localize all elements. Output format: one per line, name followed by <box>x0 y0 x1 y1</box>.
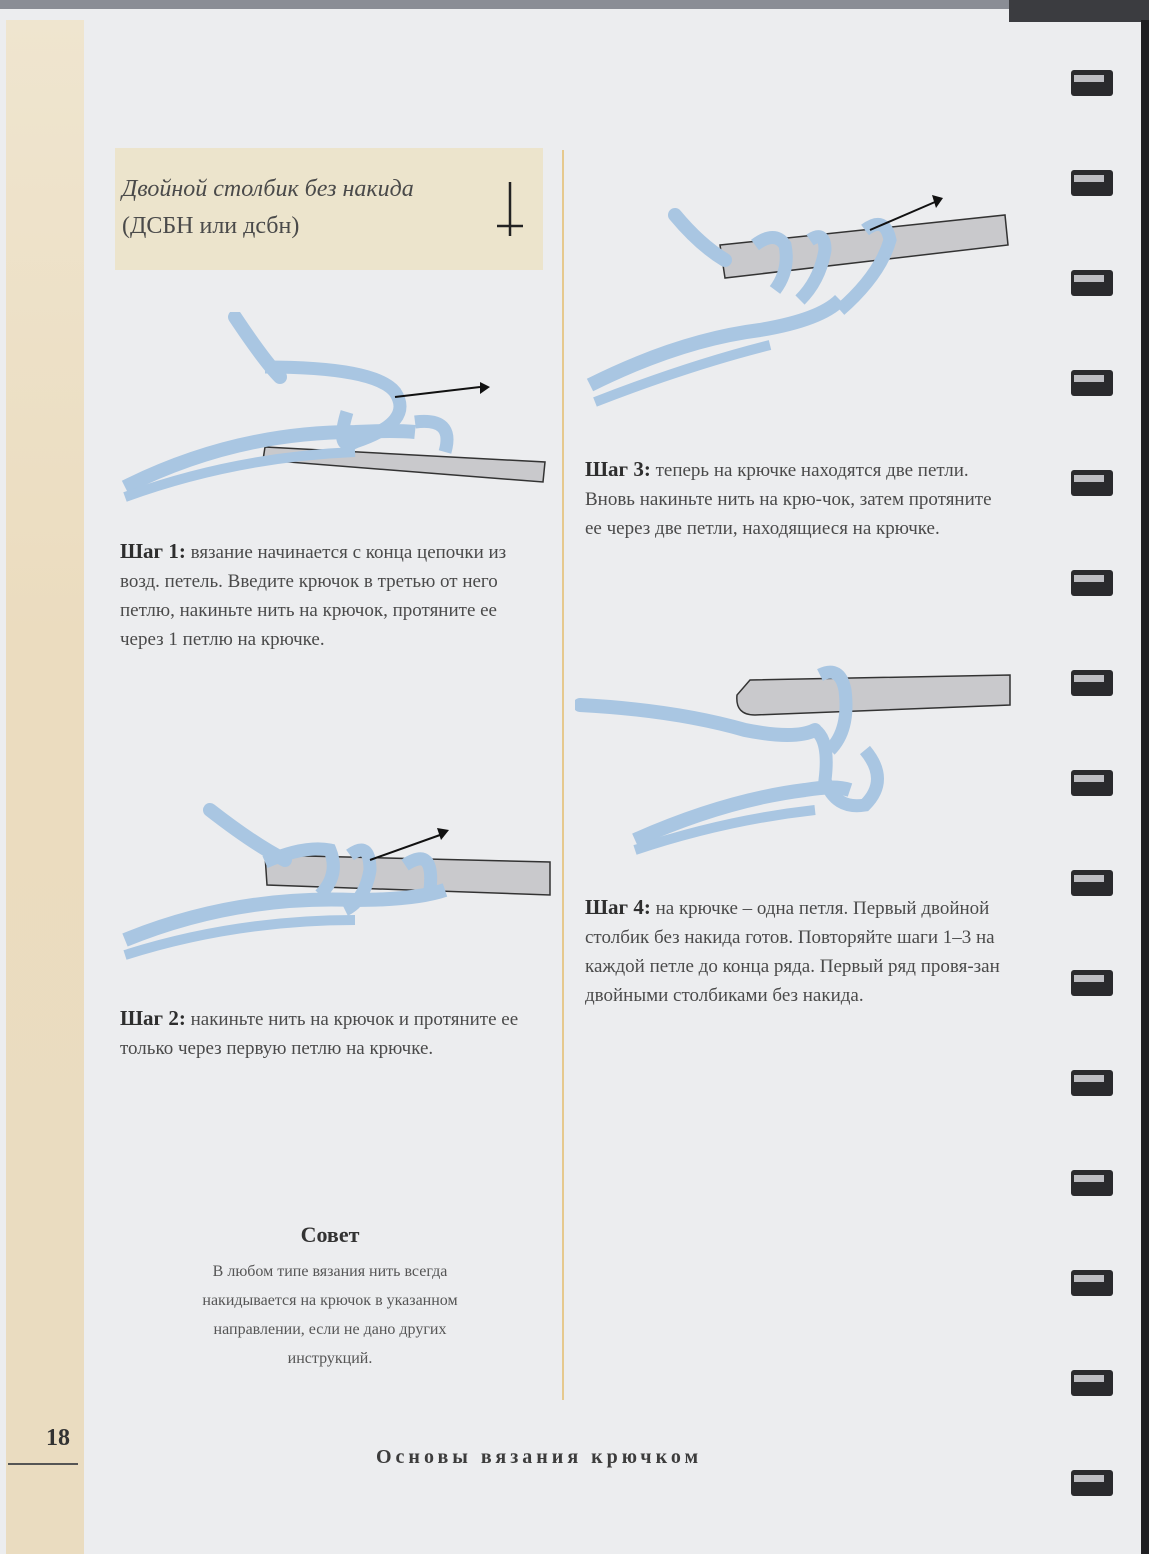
tip-title: Совет <box>300 1222 360 1247</box>
spiral-ring <box>1071 470 1113 496</box>
step-1-text: вязание начинается с конца цепочки из возд. петель. Введите крючок в третью от него петлю, накиньте нить на крючок, протяните ее через 1 петлю на крючке. <box>120 542 507 650</box>
step-4-label: Шаг 4: <box>585 895 651 919</box>
spiral-ring-highlight <box>1074 175 1104 182</box>
spiral-ring-highlight <box>1074 775 1104 782</box>
spiral-ring <box>1071 70 1113 96</box>
step-4 <box>585 893 1005 1010</box>
stitch-symbol-icon <box>495 180 525 240</box>
book-spine <box>1141 20 1149 1554</box>
title-box <box>115 148 543 270</box>
top-edge <box>0 0 1149 9</box>
spiral-ring <box>1071 1370 1113 1396</box>
section-footer: Основы вязания крючком <box>376 1446 703 1468</box>
step1-illustration <box>115 312 555 512</box>
step2-illustration <box>115 800 555 980</box>
step-1-label: Шаг 1: <box>120 539 186 563</box>
step-2-label: Шаг 2: <box>120 1006 186 1030</box>
page-number: 18 <box>46 1425 70 1451</box>
step4-illustration <box>575 660 1015 860</box>
step3-illustration <box>580 190 1020 420</box>
spiral-ring-highlight <box>1074 675 1104 682</box>
spiral-ring <box>1071 170 1113 196</box>
step-2 <box>120 1004 540 1063</box>
page-number-rule <box>8 1463 78 1465</box>
step-3-label: Шаг 3: <box>585 457 651 481</box>
spiral-ring <box>1071 270 1113 296</box>
spiral-ring-highlight <box>1074 1475 1104 1482</box>
spiral-ring-highlight <box>1074 1375 1104 1382</box>
left-margin-strip <box>6 20 84 1554</box>
spiral-ring-highlight <box>1074 275 1104 282</box>
spiral-ring-highlight <box>1074 875 1104 882</box>
spiral-ring <box>1071 370 1113 396</box>
spiral-ring-highlight <box>1074 975 1104 982</box>
spiral-ring <box>1071 670 1113 696</box>
stitch-abbreviation: (ДСБН или дсбн) <box>122 213 300 239</box>
spiral-ring <box>1071 970 1113 996</box>
spiral-ring <box>1071 770 1113 796</box>
spiral-ring <box>1071 570 1113 596</box>
spiral-ring <box>1071 1170 1113 1196</box>
step-3-text: теперь на крючке находятся две петли. Вновь накиньте нить на крю-чок, затем протяните ее через две петли, находящиеся на крючке. <box>585 460 992 539</box>
spiral-ring <box>1071 1070 1113 1096</box>
step-4-text: на крючке – одна петля. Первый двойной столбик без накида готов. Повторяйте шаги 1–3 на каждой петле до конца ряда. Первый ряд провя-зан двойными столбиками без накида. <box>585 898 1000 1006</box>
spiral-ring-highlight <box>1074 375 1104 382</box>
spiral-ring-highlight <box>1074 1175 1104 1182</box>
stitch-title: Двойной столбик без накида <box>122 176 414 202</box>
step-1 <box>120 537 540 654</box>
spiral-ring <box>1071 870 1113 896</box>
column-divider <box>562 150 564 1400</box>
spiral-ring <box>1071 1470 1113 1496</box>
spiral-ring-highlight <box>1074 575 1104 582</box>
spiral-ring <box>1071 1270 1113 1296</box>
tip-text: В любом типе вязания нить всегда накидывается на крючок в указанном направлении, если не дано других инструкций. <box>202 1263 458 1367</box>
step-2-text: накиньте нить на крючок и протяните ее только через первую петлю на крючке. <box>120 1009 519 1059</box>
spiral-ring-highlight <box>1074 475 1104 482</box>
spiral-ring-highlight <box>1074 1075 1104 1082</box>
spiral-ring-highlight <box>1074 75 1104 82</box>
spiral-ring-highlight <box>1074 1275 1104 1282</box>
step-3 <box>585 455 1005 543</box>
top-edge-dark <box>1009 0 1149 22</box>
spiral-binding <box>1066 40 1141 1540</box>
